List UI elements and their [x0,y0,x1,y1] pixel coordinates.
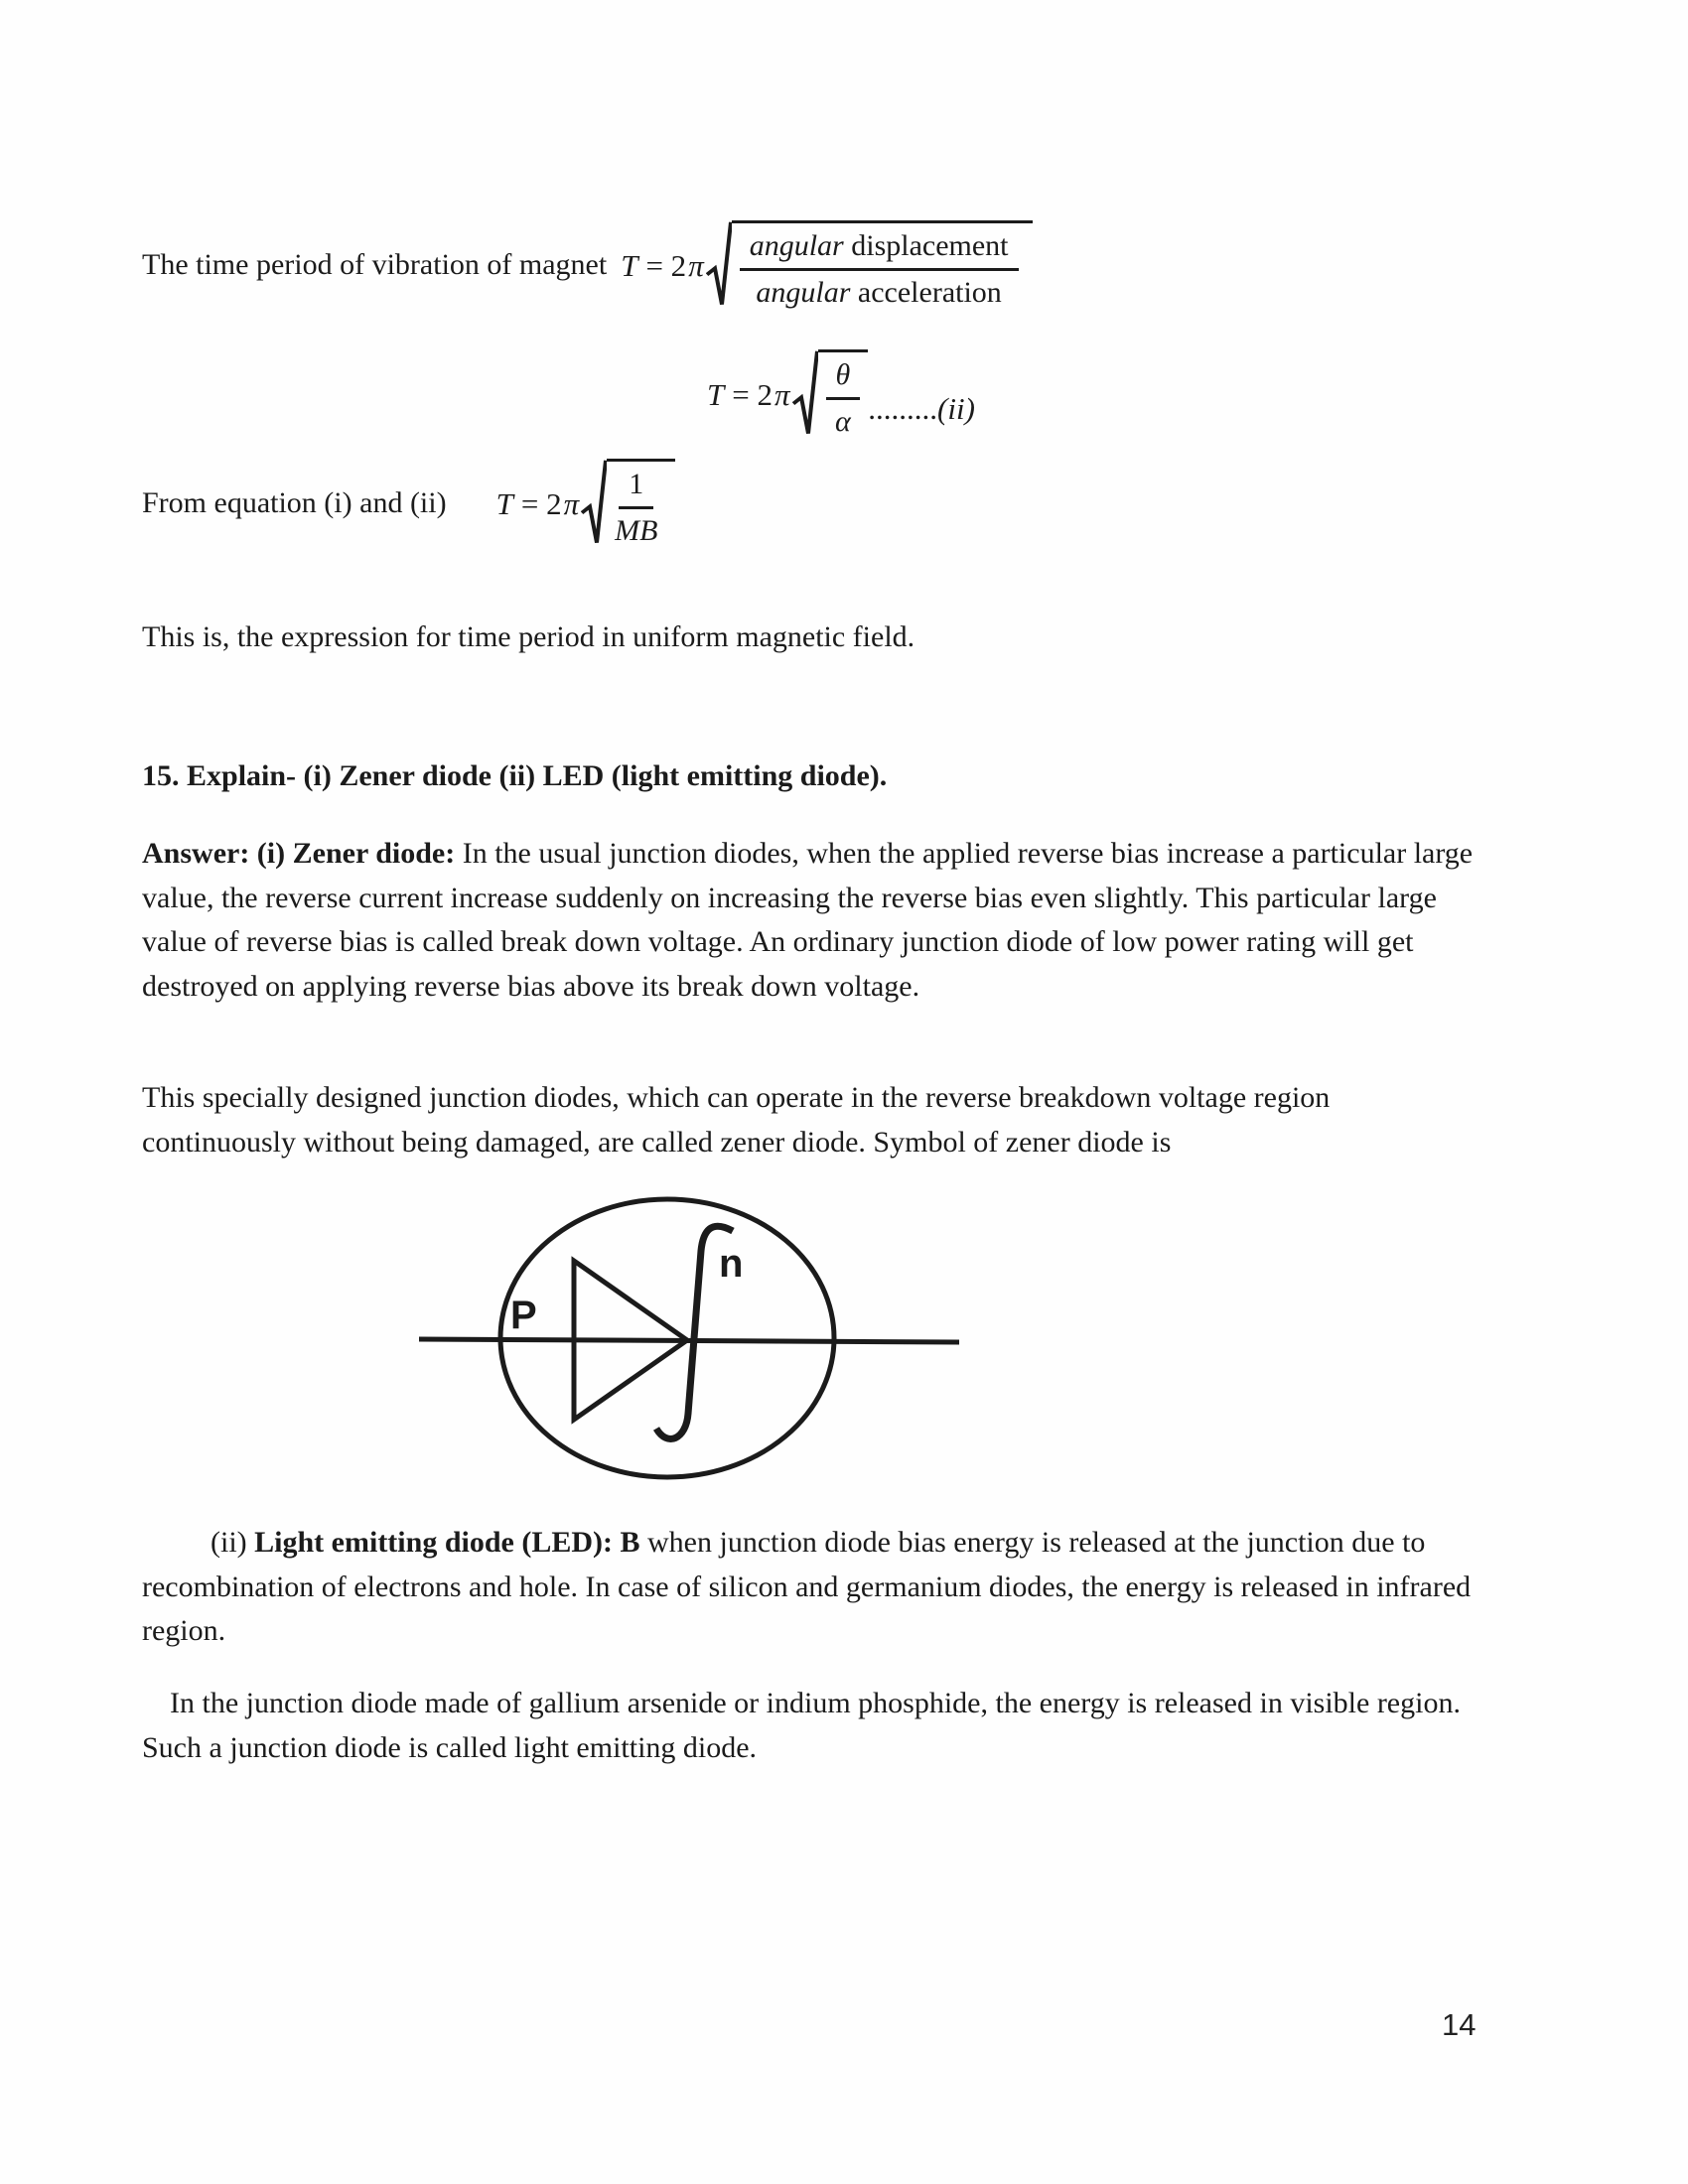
fraction-numerator-italic: angular [749,229,844,262]
n-region-label: n [719,1242,744,1286]
radical-sign-icon [792,349,818,440]
question-15-heading: 15. Explain- (i) Zener diode (ii) LED (light emitting diode). [142,759,888,792]
zener-diode-symbol [417,1183,961,1493]
zener-answer-paragraph [142,832,1484,1009]
fraction [615,466,657,549]
p-region-label: P [510,1294,537,1337]
page-number: 14 [1442,2007,1477,2042]
led-body: when junction diode bias energy is released at the junction due to recombination of electrons and hole. In case of silicon and germanium diodes, the energy is released in infrared region. [142,1526,1472,1647]
math-equals-two: = 2 [732,376,773,412]
square-root [792,349,869,440]
fraction-denominator-italic: angular [756,275,851,309]
zener-answer-lead: Answer: (i) Zener diode: [142,837,456,870]
equation-ref-ii: (ii) [937,390,975,426]
fraction-denominator: MB [615,513,658,547]
led-paragraph-2: In the junction diode made of gallium arsenide or indium phosphide, the energy is released in visible region. Such a junction diode is called light emitting diode. [142,1687,1461,1764]
math-var-T: T [707,376,725,412]
fraction-denominator: α [835,404,851,438]
zener-diode-diagram [417,1183,961,1498]
square-root [581,459,675,549]
magnet-period-formula-line [142,220,1033,311]
zener-answer-body: In the usual junction diodes, when the applied reverse bias increase a particular large value, the reverse current increase suddenly on increasing the reverse bias even slightly. This particular large value of reverse bias is called break down voltage. An ordinary junction diode of low power rating will get destroyed on applying reverse bias above its break down voltage. [142,837,1474,1003]
fraction-numerator: 1 [619,466,653,509]
radical-sign-icon [581,459,607,549]
dotted-leader: ......... [868,390,938,426]
square-root [706,220,1033,311]
math-pi: π [688,247,704,283]
fraction [826,356,861,440]
led-lead: Light emitting diode (LED): B [254,1526,640,1559]
led-paragraph [142,1521,1484,1654]
radical-sign-icon [706,220,732,311]
zener-paragraph-2: This specially designed junction diodes, which can operate in the reverse breakdown voltage region continuously without being damaged, are called zener diode. Symbol of zener diode is [142,1081,1331,1159]
theta-alpha-formula-line [707,349,975,440]
led-number: (ii) [211,1526,255,1559]
fraction-numerator-word: displacement [843,229,1009,262]
conclusion-sentence: This is, the expression for time period in uniform magnetic field. [142,620,915,653]
math-pi: π [774,376,790,412]
combined-formula-line [142,459,675,549]
fraction-denominator-word: acceleration [850,275,1002,309]
math-equals-two: = 2 [645,247,687,283]
formula-intro-text: The time period of vibration of magnet [142,248,608,282]
math-equals-two: = 2 [520,485,562,521]
fraction [740,227,1019,311]
fraction-numerator: θ [826,356,861,400]
math-var-T: T [621,247,638,283]
from-equation-text: From equation (i) and (ii) [142,486,447,520]
math-var-T: T [495,485,513,521]
math-pi: π [563,485,580,521]
